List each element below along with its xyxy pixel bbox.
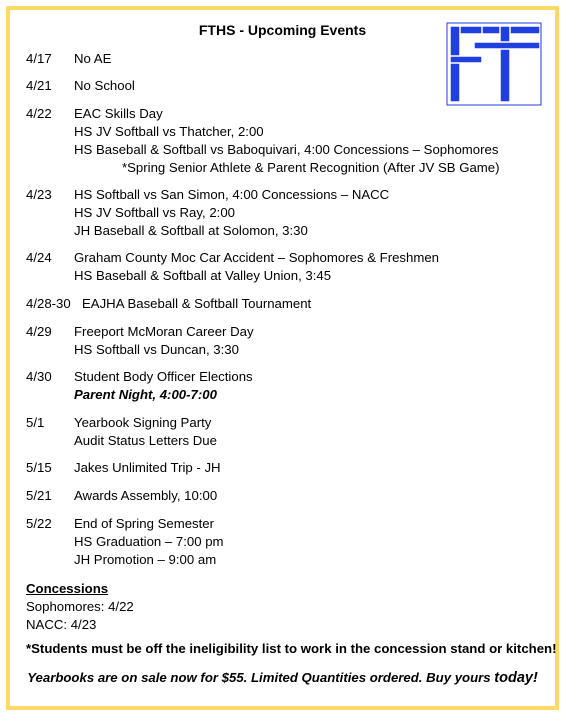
- event-line: Freeport McMoran Career Day: [74, 324, 254, 339]
- event-line: JH Promotion – 9:00 am: [74, 552, 217, 567]
- event-line: Student Body Officer Elections: [74, 369, 253, 384]
- event-line: HS Softball vs Duncan, 3:30: [74, 342, 239, 357]
- event-line: HS Baseball & Softball at Valley Union, 3:45: [74, 268, 332, 283]
- school-logo: [444, 18, 544, 108]
- event-date: 5/1: [26, 415, 45, 430]
- event-line: Awards Assembly, 10:00: [74, 488, 218, 503]
- event-line: HS Graduation – 7:00 pm: [74, 534, 224, 549]
- event-date: 4/17: [26, 51, 52, 66]
- event-line: Yearbook Signing Party: [74, 415, 212, 430]
- event-date: 4/29: [26, 324, 52, 339]
- event-date: 4/30: [26, 369, 52, 384]
- event-line: End of Spring Semester: [74, 516, 215, 531]
- yearbook-text: Yearbooks are on sale now for $55. Limited Quantities ordered. Buy yours: [27, 670, 495, 685]
- page-title: FTHS - Upcoming Events: [198, 22, 367, 38]
- yearbook-emphasis: today!: [494, 670, 538, 686]
- event-line: HS Baseball & Softball vs Baboquivari, 4:00 Concessions – Sophomores: [74, 142, 499, 157]
- event-date: 4/21: [26, 78, 52, 93]
- event-date: 5/22: [26, 516, 52, 531]
- concessions-heading: Concessions: [26, 581, 109, 596]
- parent-night-line: Parent Night, 4:00-7:00: [74, 387, 217, 402]
- event-line: *Spring Senior Athlete & Parent Recognition (After JV SB Game): [122, 160, 500, 175]
- event-date: 5/15: [26, 460, 52, 475]
- event-date: 4/23: [26, 187, 52, 202]
- event-line: HS Softball vs San Simon, 4:00 Concessions – NACC: [74, 187, 390, 202]
- eligibility-note: *Students must be off the ineligibility list to work in the concession stand or kitchen!: [26, 641, 557, 656]
- concessions-section: [26, 580, 134, 634]
- concessions-item: NACC: 4/23: [26, 617, 97, 632]
- event-line: EAJHA Baseball & Softball Tournament: [82, 296, 312, 311]
- event-line: Graham County Moc Car Accident – Sophomores & Freshmen: [74, 250, 440, 265]
- yearbook-notice: [0, 670, 565, 686]
- event-line: Jakes Unlimited Trip - JH: [74, 460, 221, 475]
- event-line: No AE: [74, 51, 112, 66]
- event-line: EAC Skills Day: [74, 106, 163, 121]
- event-date: 4/24: [26, 250, 52, 265]
- event-line: Audit Status Letters Due: [74, 433, 217, 448]
- concessions-item: Sophomores: 4/22: [26, 599, 134, 614]
- event-line: No School: [74, 78, 135, 93]
- event-date: 5/21: [26, 488, 52, 503]
- event-date: 4/28-30: [26, 296, 71, 311]
- event-line: HS JV Softball vs Ray, 2:00: [74, 205, 236, 220]
- event-line: JH Baseball & Softball at Solomon, 3:30: [74, 223, 308, 238]
- event-line: HS JV Softball vs Thatcher, 2:00: [74, 124, 264, 139]
- event-date: 4/22: [26, 106, 52, 121]
